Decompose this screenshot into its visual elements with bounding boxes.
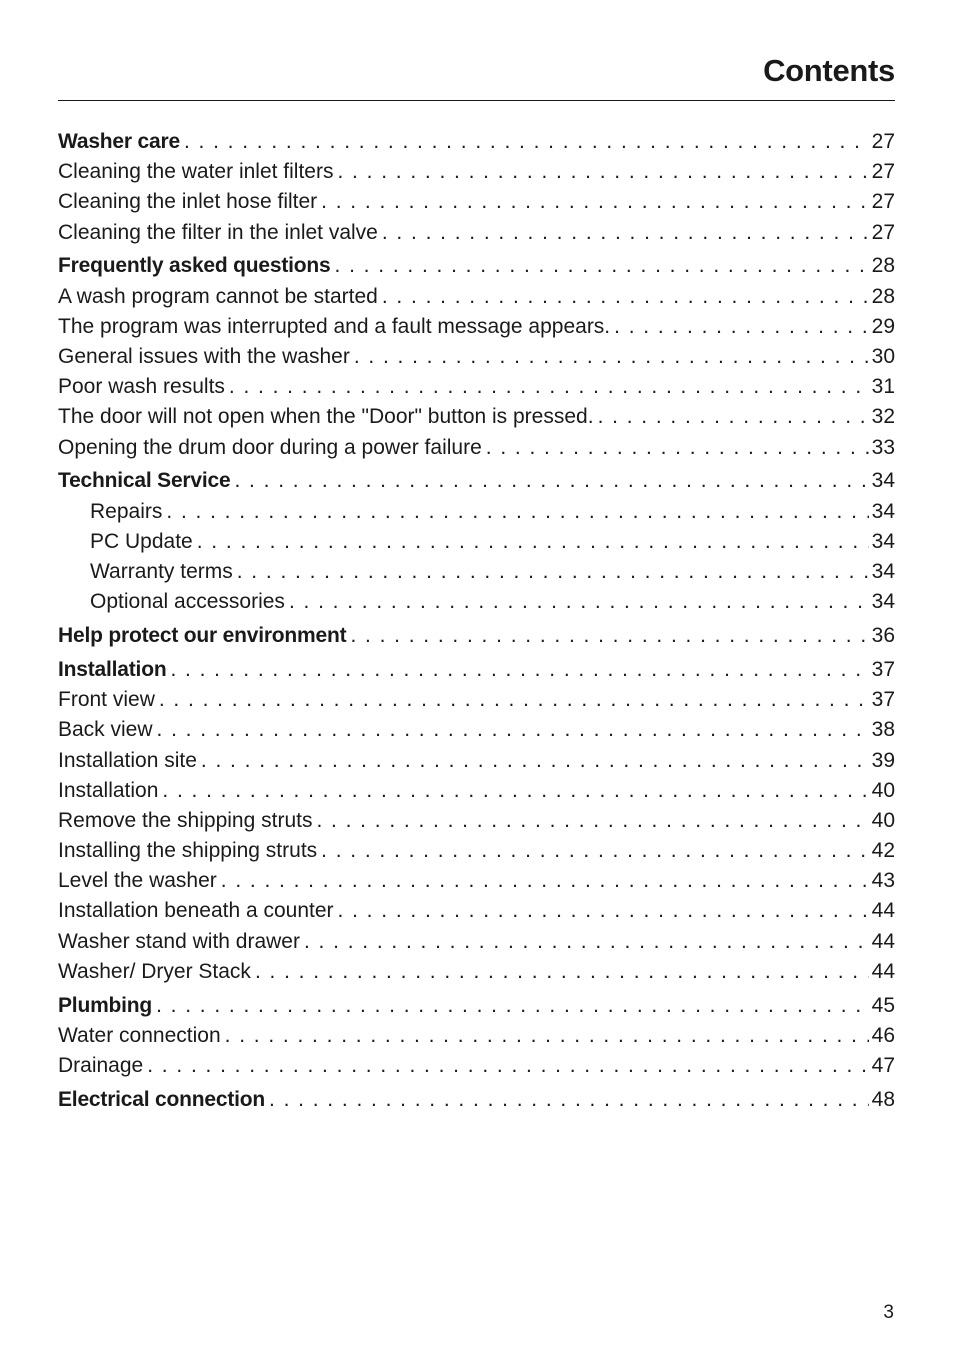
toc-entry[interactable] xyxy=(58,342,895,372)
dot-leader xyxy=(229,372,869,402)
dot-leader xyxy=(162,776,868,806)
toc-entry[interactable] xyxy=(58,433,895,463)
toc-entry[interactable] xyxy=(58,806,895,836)
toc-entry-label: The program was interrupted and a fault message appears. xyxy=(58,314,611,338)
toc-entry-page: 32 xyxy=(871,405,895,429)
toc-entry-label: Optional accessories xyxy=(90,590,285,614)
toc-section-heading[interactable] xyxy=(58,655,895,685)
toc-section-heading[interactable] xyxy=(58,991,895,1021)
dot-leader xyxy=(269,1085,869,1115)
toc-entry-label: General issues with the washer xyxy=(58,345,350,368)
toc-entry-page: 34 xyxy=(871,469,895,493)
toc-entry-label: Installation beneath a counter xyxy=(58,899,334,923)
toc-section-heading[interactable] xyxy=(58,1085,895,1115)
toc-entry-page: 46 xyxy=(871,1023,895,1047)
toc-entry-label: Installation xyxy=(58,778,159,802)
toc-entry-page: 40 xyxy=(871,778,895,802)
dot-leader xyxy=(598,402,869,432)
toc-entry-page: 33 xyxy=(871,435,895,459)
toc-entry-page: 29 xyxy=(871,314,895,338)
toc-entry-label: Electrical connection xyxy=(58,1087,266,1111)
toc-entry-page: 39 xyxy=(871,748,895,772)
toc-entry-page: 43 xyxy=(871,869,895,893)
dot-leader xyxy=(170,655,868,685)
toc-entry[interactable] xyxy=(58,497,895,527)
toc-entry-page: 36 xyxy=(871,624,895,648)
toc-entry-page: 34 xyxy=(871,499,895,523)
toc-entry[interactable] xyxy=(58,957,895,987)
toc-entry-page: 30 xyxy=(871,345,895,368)
toc-entry-page: 31 xyxy=(871,375,895,399)
toc-entry-page: 27 xyxy=(871,130,895,153)
toc-entry-label: Remove the shipping struts xyxy=(58,808,313,832)
dot-leader xyxy=(147,1051,868,1081)
dot-leader xyxy=(382,282,869,312)
toc-entry-page: 44 xyxy=(871,899,895,923)
toc-entry-label: Back view xyxy=(58,718,153,742)
dot-leader xyxy=(316,806,868,836)
toc-entry[interactable] xyxy=(58,715,895,745)
toc-entry-label: Repairs xyxy=(90,499,163,523)
dot-leader xyxy=(197,527,869,557)
toc-entry[interactable] xyxy=(58,312,895,342)
dot-leader xyxy=(159,685,869,715)
toc-entry[interactable] xyxy=(58,866,895,896)
toc-entry-page: 27 xyxy=(871,160,895,184)
toc-entry-label: Front view xyxy=(58,688,155,712)
toc-entry-label: The door will not open when the "Door" button is pressed. xyxy=(58,405,594,429)
toc-entry-label: Technical Service xyxy=(58,469,231,493)
toc-entry-page: 44 xyxy=(871,929,895,953)
page-number: 3 xyxy=(883,1302,894,1323)
dot-leader xyxy=(289,587,869,617)
dot-leader xyxy=(338,896,869,926)
toc-entry-page: 44 xyxy=(871,959,895,983)
toc-entry-page: 42 xyxy=(871,839,895,863)
toc-entry[interactable] xyxy=(58,157,895,187)
toc-entry-page: 40 xyxy=(871,808,895,832)
dot-leader xyxy=(166,497,868,527)
toc-entry[interactable] xyxy=(58,836,895,866)
dot-leader xyxy=(234,466,868,496)
dot-leader xyxy=(335,251,869,281)
toc-entry-page: 47 xyxy=(871,1054,895,1078)
toc-entry[interactable] xyxy=(58,372,895,402)
dot-leader xyxy=(486,433,869,463)
toc-entry[interactable] xyxy=(58,1021,895,1051)
toc-entry-page: 28 xyxy=(871,254,895,278)
toc-entry-page: 34 xyxy=(871,590,895,614)
toc-entry-page: 27 xyxy=(871,190,895,214)
toc-entry-label: Cleaning the filter in the inlet valve xyxy=(58,220,378,244)
toc-entry[interactable] xyxy=(58,1051,895,1081)
dot-leader xyxy=(321,187,868,217)
toc-entry[interactable] xyxy=(58,402,895,432)
dot-leader xyxy=(304,927,869,957)
toc-entry[interactable] xyxy=(58,282,895,312)
toc-entry-label: Frequently asked questions xyxy=(58,254,331,278)
dot-leader xyxy=(255,957,869,987)
toc-entry[interactable] xyxy=(58,527,895,557)
toc-entry-label: Level the washer xyxy=(58,869,217,893)
toc-entry-label: Water connection xyxy=(58,1023,221,1047)
toc-entry[interactable] xyxy=(58,218,895,248)
toc-section-heading[interactable] xyxy=(58,621,895,651)
toc-entry-label: PC Update xyxy=(90,529,193,553)
dot-leader xyxy=(614,312,868,342)
toc-entry-page: 28 xyxy=(871,284,895,308)
dot-leader xyxy=(184,127,869,157)
toc-entry-label: Installation site xyxy=(58,748,197,772)
toc-section-heading[interactable] xyxy=(58,466,895,496)
toc-entry-page: 37 xyxy=(871,688,895,712)
table-of-contents xyxy=(58,127,895,1115)
toc-entry-label: Drainage xyxy=(58,1054,144,1078)
toc-entry-page: 38 xyxy=(871,718,895,742)
toc-entry[interactable] xyxy=(58,927,895,957)
toc-section-heading[interactable] xyxy=(58,251,895,281)
toc-entry-page: 34 xyxy=(871,529,895,553)
dot-leader xyxy=(321,836,868,866)
toc-entry-label: Washer/ Dryer Stack xyxy=(58,959,251,983)
toc-entry[interactable] xyxy=(58,746,895,776)
dot-leader xyxy=(225,1021,869,1051)
dot-leader xyxy=(350,621,868,651)
toc-entry[interactable] xyxy=(58,896,895,926)
dot-leader xyxy=(237,557,869,587)
toc-entry-page: 37 xyxy=(871,657,895,681)
toc-entry[interactable] xyxy=(58,187,895,217)
toc-entry-label: Opening the drum door during a power failure xyxy=(58,435,482,459)
dot-leader xyxy=(221,866,869,896)
title-divider xyxy=(58,100,895,101)
toc-entry-label: Washer care xyxy=(58,130,180,153)
toc-entry[interactable] xyxy=(58,685,895,715)
dot-leader xyxy=(382,218,869,248)
toc-entry-page: 27 xyxy=(871,220,895,244)
toc-entry-label: Cleaning the inlet hose filter xyxy=(58,190,318,214)
toc-entry-label: Warranty terms xyxy=(90,560,233,583)
toc-entry-label: Installing the shipping struts xyxy=(58,839,318,863)
dot-leader xyxy=(337,157,868,187)
dot-leader xyxy=(157,715,869,745)
toc-section-heading[interactable] xyxy=(58,127,895,157)
dot-leader xyxy=(201,746,869,776)
toc-entry[interactable] xyxy=(58,587,895,617)
toc-entry-label: Help protect our environment xyxy=(58,624,347,648)
dot-leader xyxy=(354,342,869,372)
dot-leader xyxy=(156,991,869,1021)
toc-entry-page: 48 xyxy=(871,1087,895,1111)
toc-entry-label: Poor wash results xyxy=(58,375,225,399)
toc-entry-label: Washer stand with drawer xyxy=(58,929,300,953)
toc-entry-label: Cleaning the water inlet filters xyxy=(58,160,334,184)
toc-entry[interactable] xyxy=(58,776,895,806)
toc-entry-label: Installation xyxy=(58,657,167,681)
page-title: Contents xyxy=(763,53,895,88)
toc-entry-label: Plumbing xyxy=(58,993,153,1017)
toc-entry-page: 34 xyxy=(871,560,895,583)
toc-entry-page: 45 xyxy=(871,993,895,1017)
toc-entry-label: A wash program cannot be started xyxy=(58,284,378,308)
toc-entry[interactable] xyxy=(58,557,895,587)
